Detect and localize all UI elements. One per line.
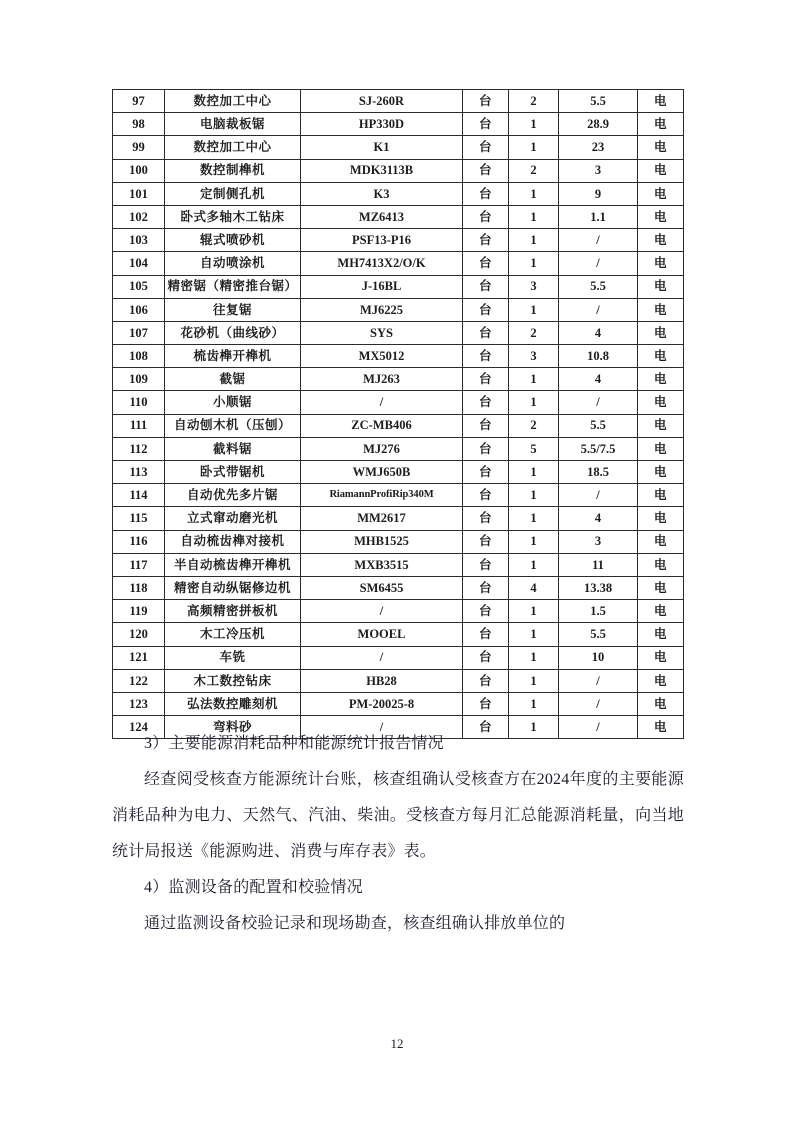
table-cell-qty: 1	[509, 136, 559, 159]
table-cell-power: 9	[559, 182, 638, 205]
table-cell-name: 往复锯	[165, 298, 301, 321]
table-row	[113, 461, 684, 484]
table-cell-type: 电	[638, 368, 684, 391]
table-cell-name: 卧式多轴木工钻床	[165, 205, 301, 228]
table-row	[113, 345, 684, 368]
table-cell-qty: 2	[509, 90, 559, 113]
table-row	[113, 252, 684, 275]
table-cell-power: 5.5	[559, 90, 638, 113]
table-cell-no: 102	[113, 205, 165, 228]
table-cell-model: MM2617	[301, 507, 463, 530]
table-cell-power: 5.5/7.5	[559, 437, 638, 460]
table-cell-type: 电	[638, 182, 684, 205]
table-cell-model: MXB3515	[301, 553, 463, 576]
table-cell-qty: 1	[509, 553, 559, 576]
table-cell-model: HB28	[301, 669, 463, 692]
table-cell-qty: 1	[509, 692, 559, 715]
table-cell-unit: 台	[463, 530, 509, 553]
table-cell-model: MH7413X2/O/K	[301, 252, 463, 275]
table-cell-unit: 台	[463, 623, 509, 646]
table-cell-type: 电	[638, 669, 684, 692]
table-cell-name: 自动喷涂机	[165, 252, 301, 275]
table-cell-no: 106	[113, 298, 165, 321]
table-cell-qty: 1	[509, 391, 559, 414]
table-cell-unit: 台	[463, 484, 509, 507]
table-cell-model: /	[301, 391, 463, 414]
table-cell-type: 电	[638, 437, 684, 460]
table-cell-no: 116	[113, 530, 165, 553]
table-cell-name: 花砂机（曲线砂）	[165, 321, 301, 344]
table-cell-unit: 台	[463, 692, 509, 715]
table-cell-unit: 台	[463, 437, 509, 460]
table-cell-type: 电	[638, 205, 684, 228]
table-cell-qty: 5	[509, 437, 559, 460]
table-cell-no: 114	[113, 484, 165, 507]
table-cell-unit: 台	[463, 205, 509, 228]
table-cell-power: /	[559, 716, 638, 739]
table-cell-unit: 台	[463, 507, 509, 530]
table-cell-model: MJ6225	[301, 298, 463, 321]
table-row	[113, 414, 684, 437]
table-cell-no: 119	[113, 600, 165, 623]
table-cell-model: SM6455	[301, 576, 463, 599]
table-cell-name: 定制侧孔机	[165, 182, 301, 205]
table-cell-type: 电	[638, 113, 684, 136]
table-cell-name: 木工数控钻床	[165, 669, 301, 692]
table-cell-qty: 4	[509, 576, 559, 599]
table-cell-power: /	[559, 669, 638, 692]
table-cell-model: PM-20025-8	[301, 692, 463, 715]
table-cell-unit: 台	[463, 414, 509, 437]
table-cell-model: HP330D	[301, 113, 463, 136]
table-cell-power: 4	[559, 321, 638, 344]
table-cell-name: 自动优先多片锯	[165, 484, 301, 507]
table-cell-power: 28.9	[559, 113, 638, 136]
paragraph-4: 通过监测设备校验记录和现场勘查，核查组确认排放单位的	[144, 915, 566, 932]
table-row	[113, 321, 684, 344]
table-cell-power: 1.5	[559, 600, 638, 623]
table-cell-name: 木工冷压机	[165, 623, 301, 646]
table-row	[113, 90, 684, 113]
table-cell-qty: 2	[509, 414, 559, 437]
table-cell-model: MOOEL	[301, 623, 463, 646]
table-cell-qty: 1	[509, 600, 559, 623]
table-cell-type: 电	[638, 692, 684, 715]
table-cell-no: 100	[113, 159, 165, 182]
table-cell-no: 117	[113, 553, 165, 576]
table-cell-qty: 1	[509, 461, 559, 484]
table-cell-no: 99	[113, 136, 165, 159]
table-cell-qty: 2	[509, 321, 559, 344]
body-text-container	[112, 726, 684, 942]
table-cell-model: MJ276	[301, 437, 463, 460]
table-row	[113, 437, 684, 460]
table-cell-type: 电	[638, 530, 684, 553]
table-cell-model: MJ263	[301, 368, 463, 391]
table-cell-type: 电	[638, 345, 684, 368]
table-cell-power: 23	[559, 136, 638, 159]
table-cell-name: 数控制榫机	[165, 159, 301, 182]
table-cell-unit: 台	[463, 252, 509, 275]
table-cell-unit: 台	[463, 275, 509, 298]
table-cell-qty: 1	[509, 298, 559, 321]
table-cell-model: MX5012	[301, 345, 463, 368]
table-cell-power: 4	[559, 507, 638, 530]
table-cell-no: 103	[113, 229, 165, 252]
table-cell-type: 电	[638, 646, 684, 669]
table-cell-unit: 台	[463, 576, 509, 599]
table-cell-qty: 1	[509, 182, 559, 205]
table-cell-qty: 1	[509, 646, 559, 669]
table-row	[113, 692, 684, 715]
table-cell-unit: 台	[463, 229, 509, 252]
table-cell-no: 118	[113, 576, 165, 599]
table-cell-power: 1.1	[559, 205, 638, 228]
table-row	[113, 553, 684, 576]
table-cell-type: 电	[638, 229, 684, 252]
table-cell-model: /	[301, 600, 463, 623]
table-cell-qty: 1	[509, 716, 559, 739]
page-number: 12	[390, 1036, 404, 1051]
table-cell-model: J-16BL	[301, 275, 463, 298]
table-cell-unit: 台	[463, 600, 509, 623]
table-cell-power: /	[559, 391, 638, 414]
table-cell-power: 11	[559, 553, 638, 576]
table-row	[113, 159, 684, 182]
table-cell-type: 电	[638, 716, 684, 739]
table-cell-power: /	[559, 252, 638, 275]
table-cell-name: 自动梳齿榫对接机	[165, 530, 301, 553]
table-cell-unit: 台	[463, 113, 509, 136]
table-cell-no: 112	[113, 437, 165, 460]
table-cell-unit: 台	[463, 159, 509, 182]
table-cell-qty: 1	[509, 252, 559, 275]
table-cell-type: 电	[638, 623, 684, 646]
table-cell-name: 卧式带锯机	[165, 461, 301, 484]
table-cell-power: 13.38	[559, 576, 638, 599]
table-cell-no: 111	[113, 414, 165, 437]
table-cell-qty: 2	[509, 159, 559, 182]
table-cell-no: 101	[113, 182, 165, 205]
table-cell-model: SJ-260R	[301, 90, 463, 113]
table-cell-no: 108	[113, 345, 165, 368]
table-cell-power: 4	[559, 368, 638, 391]
table-cell-type: 电	[638, 136, 684, 159]
table-row	[113, 391, 684, 414]
table-cell-no: 98	[113, 113, 165, 136]
table-row	[113, 113, 684, 136]
table-cell-no: 107	[113, 321, 165, 344]
table-cell-type: 电	[638, 414, 684, 437]
table-cell-name: 截料锯	[165, 437, 301, 460]
table-cell-name: 数控加工中心	[165, 136, 301, 159]
table-cell-name: 立式窜动磨光机	[165, 507, 301, 530]
table-cell-type: 电	[638, 298, 684, 321]
table-row	[113, 507, 684, 530]
table-cell-no: 122	[113, 669, 165, 692]
table-cell-power: /	[559, 298, 638, 321]
table-cell-model: K1	[301, 136, 463, 159]
table-row	[113, 298, 684, 321]
table-cell-unit: 台	[463, 646, 509, 669]
table-cell-name: 半自动梳齿榫开榫机	[165, 553, 301, 576]
table-row	[113, 576, 684, 599]
table-row	[113, 600, 684, 623]
table-cell-qty: 1	[509, 205, 559, 228]
table-cell-model: WMJ650B	[301, 461, 463, 484]
table-row	[113, 484, 684, 507]
table-cell-no: 121	[113, 646, 165, 669]
table-cell-qty: 1	[509, 669, 559, 692]
table-row	[113, 530, 684, 553]
table-cell-name: 小顺锯	[165, 391, 301, 414]
table-cell-power: 18.5	[559, 461, 638, 484]
table-cell-power: 5.5	[559, 623, 638, 646]
table-cell-model: MZ6413	[301, 205, 463, 228]
table-cell-unit: 台	[463, 669, 509, 692]
table-cell-qty: 1	[509, 530, 559, 553]
table-cell-unit: 台	[463, 90, 509, 113]
table-cell-name: 弘法数控雕刻机	[165, 692, 301, 715]
table-cell-qty: 1	[509, 484, 559, 507]
table-cell-no: 120	[113, 623, 165, 646]
table-cell-unit: 台	[463, 391, 509, 414]
table-cell-power: 5.5	[559, 275, 638, 298]
table-cell-type: 电	[638, 600, 684, 623]
table-cell-type: 电	[638, 252, 684, 275]
table-cell-unit: 台	[463, 553, 509, 576]
table-cell-unit: 台	[463, 136, 509, 159]
table-cell-power: /	[559, 229, 638, 252]
table-cell-model: K3	[301, 182, 463, 205]
table-cell-name: 精密锯（精密推台锯）	[165, 275, 301, 298]
table-cell-unit: 台	[463, 182, 509, 205]
table-cell-qty: 3	[509, 275, 559, 298]
table-cell-model: ZC-MB406	[301, 414, 463, 437]
table-cell-no: 110	[113, 391, 165, 414]
table-cell-model: PSF13-P16	[301, 229, 463, 252]
table-cell-type: 电	[638, 507, 684, 530]
table-cell-name: 截锯	[165, 368, 301, 391]
table-cell-type: 电	[638, 553, 684, 576]
table-cell-name: 精密自动纵锯修边机	[165, 576, 301, 599]
table-row	[113, 182, 684, 205]
table-cell-type: 电	[638, 391, 684, 414]
table-row	[113, 646, 684, 669]
table-cell-unit: 台	[463, 461, 509, 484]
table-cell-unit: 台	[463, 368, 509, 391]
table-cell-name: 数控加工中心	[165, 90, 301, 113]
table-cell-model: RiamannProfiRip340M	[301, 484, 463, 507]
table-cell-type: 电	[638, 159, 684, 182]
table-cell-model: SYS	[301, 321, 463, 344]
heading-4: 4）监测设备的配置和校验情况	[144, 879, 363, 896]
table-cell-model: MHB1525	[301, 530, 463, 553]
table-cell-unit: 台	[463, 298, 509, 321]
table-cell-power: 10.8	[559, 345, 638, 368]
table-row	[113, 368, 684, 391]
table-cell-no: 109	[113, 368, 165, 391]
heading-3: 3）主要能源消耗品种和能源统计报告情况	[144, 735, 444, 752]
table-cell-type: 电	[638, 275, 684, 298]
table-cell-model: /	[301, 716, 463, 739]
equipment-table	[112, 89, 684, 739]
table-cell-name: 电脑裁板锯	[165, 113, 301, 136]
table-cell-type: 电	[638, 461, 684, 484]
table-cell-model: /	[301, 646, 463, 669]
table-cell-power: 3	[559, 530, 638, 553]
table-cell-type: 电	[638, 576, 684, 599]
table-cell-name: 自动刨木机（压刨）	[165, 414, 301, 437]
table-cell-name: 车铣	[165, 646, 301, 669]
table-cell-no: 115	[113, 507, 165, 530]
table-cell-no: 113	[113, 461, 165, 484]
table-row	[113, 229, 684, 252]
table-cell-unit: 台	[463, 345, 509, 368]
table-cell-name: 梳齿榫开榫机	[165, 345, 301, 368]
table-row	[113, 623, 684, 646]
table-cell-qty: 1	[509, 113, 559, 136]
table-cell-power: 5.5	[559, 414, 638, 437]
table-row	[113, 205, 684, 228]
equipment-table-container	[112, 89, 683, 739]
table-cell-no: 124	[113, 716, 165, 739]
table-cell-unit: 台	[463, 321, 509, 344]
table-cell-no: 104	[113, 252, 165, 275]
table-row	[113, 669, 684, 692]
paragraph-3: 经查阅受核查方能源统计台账，核查组确认受核查方在2024年度的主要能源消耗品种为电力、天然气、汽油、柴油。受核查方每月汇总能源消耗量，向当地统计局报送《能源购进、消费与库存表》表。	[112, 771, 684, 860]
table-cell-name: 高频精密拼板机	[165, 600, 301, 623]
table-row	[113, 136, 684, 159]
table-cell-power: 10	[559, 646, 638, 669]
table-cell-no: 123	[113, 692, 165, 715]
table-cell-unit: 台	[463, 716, 509, 739]
table-cell-type: 电	[638, 321, 684, 344]
table-cell-qty: 1	[509, 229, 559, 252]
table-cell-name: 弯料砂	[165, 716, 301, 739]
table-row	[113, 275, 684, 298]
table-cell-qty: 3	[509, 345, 559, 368]
table-cell-power: /	[559, 484, 638, 507]
table-cell-qty: 1	[509, 507, 559, 530]
table-cell-model: MDK3113B	[301, 159, 463, 182]
table-cell-qty: 1	[509, 368, 559, 391]
equipment-table-body	[113, 90, 684, 739]
table-cell-no: 105	[113, 275, 165, 298]
table-cell-power: /	[559, 692, 638, 715]
table-cell-type: 电	[638, 484, 684, 507]
table-cell-power: 3	[559, 159, 638, 182]
table-cell-qty: 1	[509, 623, 559, 646]
table-cell-name: 辊式喷砂机	[165, 229, 301, 252]
table-cell-no: 97	[113, 90, 165, 113]
table-cell-type: 电	[638, 90, 684, 113]
